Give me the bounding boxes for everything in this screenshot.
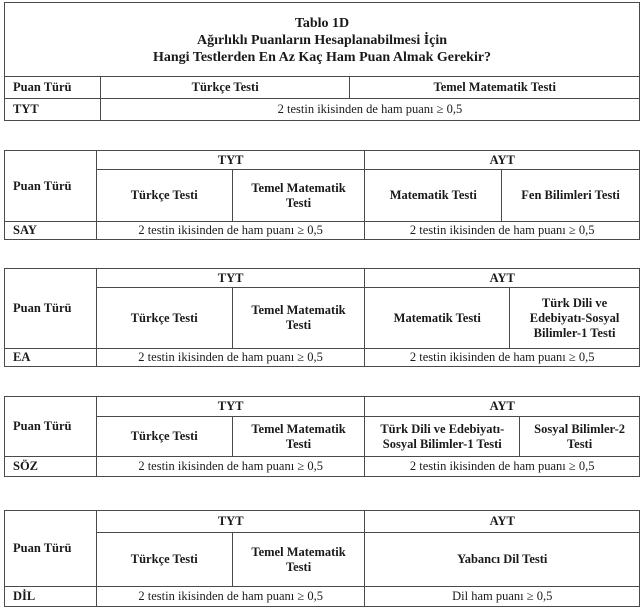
- ayt-sosyal-header: [520, 417, 640, 457]
- group-tyt-header: TYT: [96, 397, 365, 417]
- ayt-matematik-header: Matematik Testi: [365, 288, 510, 349]
- table-4-soz: [4, 396, 640, 477]
- header-line: Sosyal Bilimler-2: [534, 421, 626, 436]
- header-line: Türk Dili ve Edebiyatı-: [380, 421, 505, 436]
- tyt-value: 2 testin ikisinden de ham puanı ≥ 0,5: [96, 222, 365, 240]
- ayt-edebiyat-header: [510, 288, 640, 349]
- matematik-header: Temel Matematik Testi: [350, 77, 640, 99]
- puan-turu-header: Puan Türü: [5, 151, 97, 222]
- tyt-turkce-header: Türkçe Testi: [96, 533, 232, 587]
- ayt-value: 2 testin ikisinden de ham puanı ≥ 0,5: [365, 457, 640, 477]
- title-line-2: Ağırlıklı Puanların Hesaplanabilmesi İçin: [196, 33, 448, 48]
- table-2-say: [4, 150, 640, 240]
- ayt-value: 2 testin ikisinden de ham puanı ≥ 0,5: [365, 222, 640, 240]
- group-tyt-header: TYT: [96, 511, 365, 533]
- tyt-value: 2 testin ikisinden de ham puanı ≥ 0,5: [96, 349, 365, 367]
- tyt-turkce-header: Türkçe Testi: [96, 288, 232, 349]
- group-tyt-header: TYT: [96, 269, 365, 288]
- ayt-fen-header: Fen Bilimleri Testi: [502, 170, 640, 222]
- tyt-value: 2 testin ikisinden de ham puanı ≥ 0,5: [96, 457, 365, 477]
- title-line-1: Tablo 1D: [294, 16, 350, 31]
- ayt-yabanci-dil-header: Yabancı Dil Testi: [365, 533, 640, 587]
- header-line: Testi: [566, 436, 593, 451]
- header-line: Testi: [285, 559, 312, 574]
- table-5-dil: [4, 510, 640, 607]
- turkce-header: Türkçe Testi: [100, 77, 350, 99]
- puan-turu-header: Puan Türü: [5, 397, 97, 457]
- header-line: Temel Matematik: [251, 421, 346, 436]
- row-label-dil: DİL: [5, 587, 97, 607]
- header-line: Türk Dili ve: [541, 295, 608, 310]
- puan-turu-header: Puan Türü: [5, 269, 97, 349]
- header-line: Testi: [285, 318, 312, 332]
- ayt-value: Dil ham puanı ≥ 0,5: [365, 587, 640, 607]
- header-line: Testi: [285, 195, 312, 210]
- tyt-matematik-header: [232, 533, 365, 587]
- ayt-edebiyat-header: [365, 417, 520, 457]
- group-tyt-header: TYT: [96, 151, 365, 170]
- ayt-matematik-header: Matematik Testi: [365, 170, 502, 222]
- row-label-tyt: TYT: [5, 99, 101, 121]
- row-label-soz: SÖZ: [5, 457, 97, 477]
- group-ayt-header: AYT: [365, 151, 640, 170]
- header-line: Temel Matematik: [251, 303, 346, 317]
- header-line: Edebiyatı-Sosyal: [529, 310, 620, 325]
- table-1: [4, 2, 640, 121]
- row-label-ea: EA: [5, 349, 97, 367]
- group-ayt-header: AYT: [365, 269, 640, 288]
- tyt-matematik-header: [232, 288, 365, 349]
- header-line: Bilimler-1 Testi: [533, 325, 616, 340]
- tyt-matematik-header: [232, 417, 365, 457]
- tyt-value: 2 testin ikisinden de ham puanı ≥ 0,5: [100, 99, 639, 121]
- tyt-turkce-header: Türkçe Testi: [96, 417, 232, 457]
- header-line: Temel Matematik: [251, 180, 346, 195]
- puan-turu-header: Puan Türü: [5, 511, 97, 587]
- title-line-3: Hangi Testlerden En Az Kaç Ham Puan Almak Gerekir?: [152, 50, 492, 65]
- tyt-value: 2 testin ikisinden de ham puanı ≥ 0,5: [96, 587, 365, 607]
- puan-turu-header: Puan Türü: [5, 77, 101, 99]
- header-line: Testi: [285, 436, 312, 451]
- tyt-matematik-header: [232, 170, 365, 222]
- table-3-ea: [4, 268, 640, 367]
- group-ayt-header: AYT: [365, 397, 640, 417]
- row-label-say: SAY: [5, 222, 97, 240]
- group-ayt-header: AYT: [365, 511, 640, 533]
- table-title: [5, 3, 640, 77]
- tyt-turkce-header: Türkçe Testi: [96, 170, 232, 222]
- header-line: Sosyal Bilimler-1 Testi: [382, 436, 502, 451]
- header-line: Temel Matematik: [251, 544, 346, 559]
- ayt-value: 2 testin ikisinden de ham puanı ≥ 0,5: [365, 349, 640, 367]
